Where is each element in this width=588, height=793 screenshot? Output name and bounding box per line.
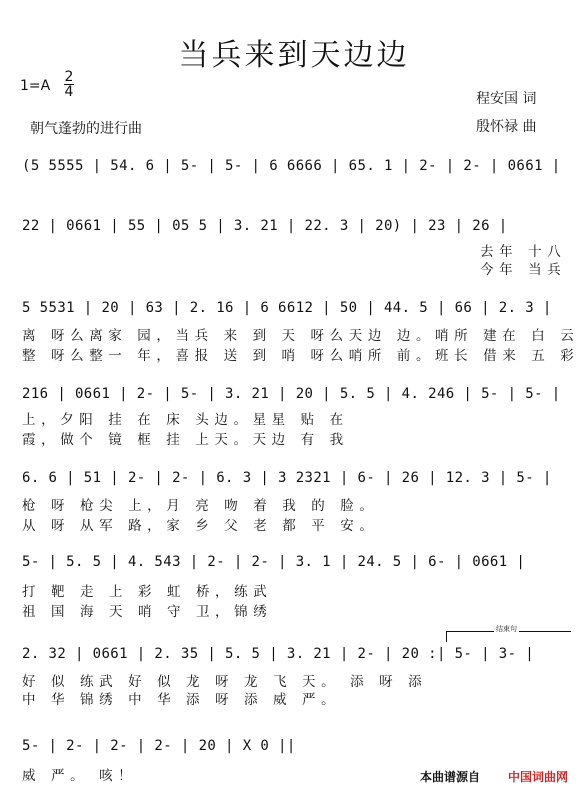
lyric-line-6-verse-1: 打 靶 走 上 彩 虹 桥，练武	[22, 584, 273, 600]
lyric-line-3-verse-2: 整 呀么整一 年，喜报 送 到 哨 呀么哨所 前。班长 借来 五 彩	[22, 348, 580, 364]
lyric-line-5-verse-2: 从 呀 从军 路，家 乡 父 老 都 平 安。	[22, 518, 379, 534]
key-signature: 1=A	[20, 78, 51, 94]
source-site-link[interactable]: 中国词曲网	[508, 770, 569, 784]
lyric-line-5-verse-1: 枪 呀 枪尖 上，月 亮 吻 着 我 的 脸。	[22, 498, 379, 514]
lyricist-credit: 程安国 词	[476, 91, 537, 107]
time-signature	[64, 70, 74, 99]
score-line-7: 2. 32 | 0661 | 2. 35 | 5. 5 | 3. 21 | 2- | 20 :| 5- | 3- |	[22, 646, 535, 662]
score-line-5: 6. 6 | 51 | 2- | 2- | 6. 3 | 3 2321 | 6- | 26 | 12. 3 | 5- |	[22, 470, 552, 486]
lyric-line-2-verse-1: 去年 十八	[480, 244, 567, 260]
source-label: 本曲谱源自	[420, 770, 481, 784]
score-line-3: 5 5531 | 20 | 63 | 2. 16 | 6 6612 | 50 | 44. 5 | 66 | 2. 3 |	[22, 300, 552, 316]
score-line-4: 216 | 0661 | 2- | 5- | 3. 21 | 20 | 5. 5 | 4. 246 | 5- | 5- |	[22, 386, 561, 402]
score-line-2: 22 | 0661 | 55 | 05 5 | 3. 21 | 22. 3 | 20) | 23 | 26 |	[22, 218, 508, 234]
meter-top: 2	[64, 69, 74, 85]
ending-label: 结束句	[496, 625, 517, 633]
page-title: 当兵来到天边边	[178, 38, 410, 73]
score-line-8: 5- | 2- | 2- | 2- | 20 | X 0 ||	[22, 738, 296, 754]
lyric-line-8-verse-1: 威 严。 咳！	[22, 768, 138, 784]
meter-bottom: 4	[64, 84, 74, 100]
tempo-marking: 朝气蓬勃的进行曲	[30, 121, 142, 137]
lyric-line-7-verse-2: 中 华 锦绣 中 华 添 呀 添 威 严。	[22, 692, 341, 708]
lyric-line-7-verse-1: 好 似 练武 好 似 龙 呀 龙 飞 天。 添 呀 添	[22, 674, 428, 690]
lyric-line-3-verse-1: 离 呀么离家 园，当兵 来 到 天 呀么天边 边。哨所 建在 白 云	[22, 328, 580, 344]
composer-credit: 殷怀禄 曲	[476, 119, 537, 135]
lyric-line-4-verse-2: 霞，做个 镜 框 挂 上天。天边 有 我	[22, 432, 349, 448]
score-line-1: (5 5555 | 54. 6 | 5- | 5- | 6 6666 | 65. 1 | 2- | 2- | 0661 |	[22, 158, 561, 174]
lyric-line-2-verse-2: 今年 当兵	[480, 262, 567, 278]
lyric-line-6-verse-2: 祖 国 海 天 哨 守 卫，锦绣	[22, 604, 273, 620]
score-line-6: 5- | 5. 5 | 4. 543 | 2- | 2- | 3. 1 | 24. 5 | 6- | 0661 |	[22, 554, 526, 570]
lyric-line-4-verse-1: 上，夕阳 挂 在 床 头边。星星 贴 在	[22, 412, 349, 428]
